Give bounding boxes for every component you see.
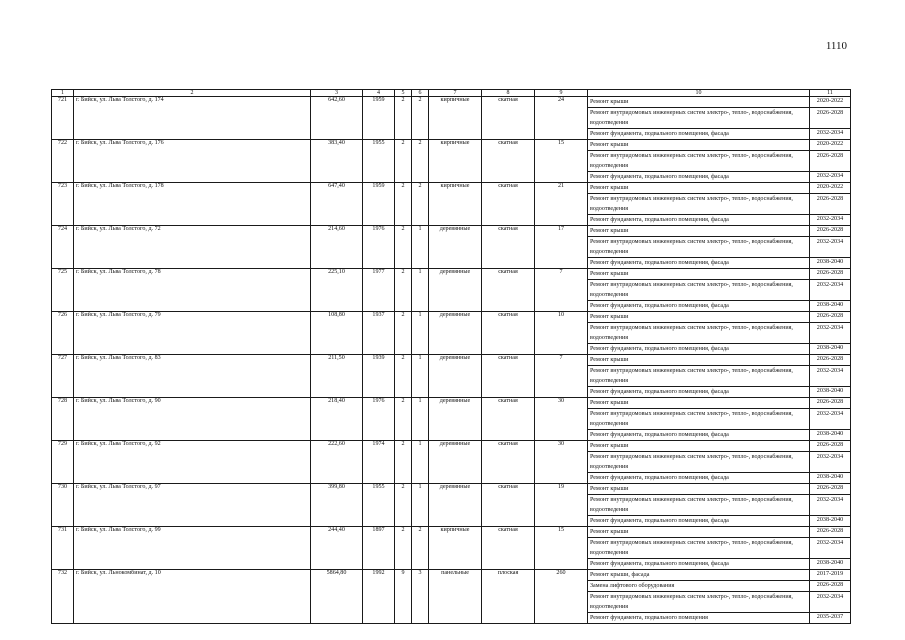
house-area: 399,80: [311, 484, 363, 527]
roof-type: скатная: [482, 183, 535, 226]
construction-year: 1976: [363, 226, 395, 269]
entrances-count: 1: [412, 269, 429, 312]
repair-work: Ремонт внутридомовых инженерных систем электро-, тепло-, водоснабжения, водоотведения: [588, 194, 810, 215]
column-number-header: [52, 90, 851, 97]
repair-work: Ремонт фундамента, подвального помещения, фасада: [588, 129, 810, 140]
house-area: 647,40: [311, 183, 363, 226]
wall-material: кирпичные: [429, 183, 482, 226]
apartments-count: 15: [535, 140, 588, 183]
entrances-count: 1: [412, 484, 429, 527]
roof-type: скатная: [482, 527, 535, 570]
construction-year: 1974: [363, 441, 395, 484]
repair-period: 2038-2040: [810, 344, 851, 355]
apartments-count: 260: [535, 570, 588, 624]
repair-work: Ремонт фундамента, подвального помещения, фасада: [588, 387, 810, 398]
repair-period: 2038-2040: [810, 516, 851, 527]
roof-type: скатная: [482, 484, 535, 527]
repair-period: 2026-2028: [810, 194, 851, 215]
construction-year: 1955: [363, 140, 395, 183]
floors-count: 2: [395, 97, 412, 140]
column-header-7: 7: [429, 90, 482, 97]
row-number: 728: [52, 398, 74, 441]
entrances-count: 2: [412, 527, 429, 570]
repair-period: 2026-2028: [810, 398, 851, 409]
repair-work: Ремонт внутридомовых инженерных систем электро-, тепло-, водоснабжения, водоотведения: [588, 592, 810, 613]
table-row: [52, 398, 851, 409]
column-header-2: 2: [74, 90, 311, 97]
repair-work: Ремонт крыши: [588, 226, 810, 237]
repair-period: 2020-2022: [810, 140, 851, 151]
house-address: г. Бийск, ул. Льва Толстого, д. 78: [74, 269, 311, 312]
repair-work: Ремонт крыши: [588, 269, 810, 280]
row-number: 731: [52, 527, 74, 570]
entrances-count: 2: [412, 97, 429, 140]
repair-work: Ремонт внутридомовых инженерных систем электро-, тепло-, водоснабжения, водоотведения: [588, 108, 810, 129]
wall-material: деревянные: [429, 226, 482, 269]
construction-year: 1955: [363, 484, 395, 527]
row-number: 727: [52, 355, 74, 398]
construction-year: 1959: [363, 97, 395, 140]
row-number: 726: [52, 312, 74, 355]
table-row: [52, 269, 851, 280]
table-row: [52, 312, 851, 323]
roof-type: скатная: [482, 269, 535, 312]
column-header-9: 9: [535, 90, 588, 97]
repair-period: 2026-2028: [810, 355, 851, 366]
wall-material: деревянные: [429, 441, 482, 484]
column-header-1: 1: [52, 90, 74, 97]
entrances-count: 3: [412, 570, 429, 624]
repair-work: Ремонт фундамента, подвального помещения, фасада: [588, 344, 810, 355]
floors-count: 2: [395, 527, 412, 570]
repair-work: Ремонт фундамента, подвального помещения: [588, 613, 810, 624]
repair-period: 2032-2034: [810, 323, 851, 344]
table-row: [52, 183, 851, 194]
repair-period: 2026-2028: [810, 108, 851, 129]
row-number: 725: [52, 269, 74, 312]
repair-period: 2026-2028: [810, 527, 851, 538]
roof-type: скатная: [482, 355, 535, 398]
page-number: 1110: [825, 40, 847, 52]
repair-work: Ремонт крыши: [588, 441, 810, 452]
repair-period: 2038-2040: [810, 258, 851, 269]
repair-work: Ремонт внутридомовых инженерных систем электро-, тепло-, водоснабжения, водоотведения: [588, 538, 810, 559]
wall-material: деревянные: [429, 312, 482, 355]
roof-type: скатная: [482, 226, 535, 269]
construction-year: 1939: [363, 355, 395, 398]
table-row: [52, 355, 851, 366]
repair-work: Ремонт внутридомовых инженерных систем электро-, тепло-, водоснабжения, водоотведения: [588, 409, 810, 430]
wall-material: деревянные: [429, 355, 482, 398]
entrances-count: 2: [412, 140, 429, 183]
entrances-count: 2: [412, 183, 429, 226]
entrances-count: 1: [412, 355, 429, 398]
floors-count: 2: [395, 355, 412, 398]
entrances-count: 1: [412, 312, 429, 355]
house-area: 244,40: [311, 527, 363, 570]
document-sheet: [51, 89, 848, 624]
house-area: 108,80: [311, 312, 363, 355]
table-row: [52, 140, 851, 151]
house-address: г. Бийск, ул. Льва Толстого, д. 92: [74, 441, 311, 484]
repair-period: 2038-2040: [810, 301, 851, 312]
repair-work: Ремонт фундамента, подвального помещения, фасада: [588, 258, 810, 269]
repair-work: Ремонт крыши: [588, 527, 810, 538]
house-area: 642,60: [311, 97, 363, 140]
repair-period: 2026-2028: [810, 581, 851, 592]
repair-period: 2026-2028: [810, 312, 851, 323]
house-address: г. Бийск, ул. Льва Толстого, д. 97: [74, 484, 311, 527]
repair-period: 2032-2034: [810, 237, 851, 258]
column-header-11: 11: [810, 90, 851, 97]
wall-material: кирпичные: [429, 140, 482, 183]
repair-period: 2026-2028: [810, 269, 851, 280]
apartments-count: 21: [535, 183, 588, 226]
column-header-10: 10: [588, 90, 810, 97]
repair-period: 2020-2022: [810, 97, 851, 108]
repair-work: Ремонт фундамента, подвального помещения, фасада: [588, 559, 810, 570]
house-address: г. Бийск, ул. Льва Толстого, д. 79: [74, 312, 311, 355]
construction-year: 1959: [363, 183, 395, 226]
repair-period: 2032-2034: [810, 592, 851, 613]
apartments-count: 19: [535, 484, 588, 527]
repair-work: Ремонт внутридомовых инженерных систем электро-, тепло-, водоснабжения, водоотведения: [588, 280, 810, 301]
column-header-6: 6: [412, 90, 429, 97]
repair-period: 2038-2040: [810, 559, 851, 570]
table-row: [52, 226, 851, 237]
floors-count: 2: [395, 484, 412, 527]
floors-count: 2: [395, 441, 412, 484]
apartments-count: 30: [535, 398, 588, 441]
row-number: 721: [52, 97, 74, 140]
roof-type: скатная: [482, 97, 535, 140]
entrances-count: 1: [412, 398, 429, 441]
apartments-count: 15: [535, 527, 588, 570]
floors-count: 2: [395, 269, 412, 312]
repair-work: Ремонт крыши: [588, 484, 810, 495]
roof-type: скатная: [482, 312, 535, 355]
row-number: 723: [52, 183, 74, 226]
repair-work: Ремонт фундамента, подвального помещения, фасада: [588, 301, 810, 312]
house-address: г. Бийск, ул. Льва Толстого, д. 90: [74, 398, 311, 441]
repair-work: Ремонт фундамента, подвального помещения, фасада: [588, 473, 810, 484]
construction-year: 1897: [363, 527, 395, 570]
repair-period: 2032-2034: [810, 172, 851, 183]
table-body: [52, 97, 851, 624]
wall-material: кирпичные: [429, 527, 482, 570]
table-row: [52, 527, 851, 538]
construction-year: 1992: [363, 570, 395, 624]
repair-work: Ремонт внутридомовых инженерных систем электро-, тепло-, водоснабжения, водоотведения: [588, 323, 810, 344]
house-area: 214,60: [311, 226, 363, 269]
repair-period: 2017-2019: [810, 570, 851, 581]
repair-work: Ремонт внутридомовых инженерных систем электро-, тепло-, водоснабжения, водоотведения: [588, 495, 810, 516]
wall-material: деревянные: [429, 269, 482, 312]
repair-work: Ремонт фундамента, подвального помещения, фасада: [588, 172, 810, 183]
repair-work: Ремонт внутридомовых инженерных систем электро-, тепло-, водоснабжения, водоотведения: [588, 237, 810, 258]
repair-period: 2026-2028: [810, 484, 851, 495]
wall-material: деревянные: [429, 484, 482, 527]
row-number: 722: [52, 140, 74, 183]
floors-count: 2: [395, 312, 412, 355]
repair-work: Ремонт крыши, фасада: [588, 570, 810, 581]
house-area: 211,50: [311, 355, 363, 398]
table-row: [52, 441, 851, 452]
repair-work: Ремонт крыши: [588, 140, 810, 151]
house-address: г. Бийск, ул. Льва Толстого, д. 176: [74, 140, 311, 183]
repair-period: 2038-2040: [810, 430, 851, 441]
construction-year: 1977: [363, 269, 395, 312]
house-address: г. Бийск, ул. Льва Толстого, д. 174: [74, 97, 311, 140]
repair-period: 2032-2034: [810, 495, 851, 516]
row-number: 724: [52, 226, 74, 269]
repair-period: 2032-2034: [810, 129, 851, 140]
floors-count: 2: [395, 140, 412, 183]
apartments-count: 7: [535, 355, 588, 398]
construction-year: 1976: [363, 398, 395, 441]
repair-period: 2038-2040: [810, 473, 851, 484]
repair-work: Ремонт внутридомовых инженерных систем электро-, тепло-, водоснабжения, водоотведения: [588, 151, 810, 172]
entrances-count: 1: [412, 226, 429, 269]
floors-count: 2: [395, 398, 412, 441]
repair-period: 2032-2034: [810, 409, 851, 430]
apartments-count: 24: [535, 97, 588, 140]
roof-type: плоская: [482, 570, 535, 624]
repair-work: Ремонт фундамента, подвального помещения, фасада: [588, 516, 810, 527]
capital-repair-table: [51, 89, 851, 624]
repair-period: 2035-2037: [810, 613, 851, 624]
repair-period: 2026-2028: [810, 441, 851, 452]
table-row: [52, 97, 851, 108]
apartments-count: 30: [535, 441, 588, 484]
house-address: г. Бийск, ул. Льва Толстого, д. 83: [74, 355, 311, 398]
repair-period: 2038-2040: [810, 387, 851, 398]
house-area: 222,60: [311, 441, 363, 484]
house-address: г. Бийск, ул. Льва Толстого, д. 72: [74, 226, 311, 269]
repair-work: Ремонт крыши: [588, 312, 810, 323]
row-number: 732: [52, 570, 74, 624]
repair-period: 2026-2028: [810, 226, 851, 237]
construction-year: 1937: [363, 312, 395, 355]
roof-type: скатная: [482, 140, 535, 183]
house-area: 225,10: [311, 269, 363, 312]
column-header-4: 4: [363, 90, 395, 97]
column-header-5: 5: [395, 90, 412, 97]
repair-work: Ремонт фундамента, подвального помещения, фасада: [588, 215, 810, 226]
column-header-3: 3: [311, 90, 363, 97]
house-address: г. Бийск, ул. Льва Толстого, д. 99: [74, 527, 311, 570]
repair-period: 2032-2034: [810, 215, 851, 226]
repair-period: 2032-2034: [810, 366, 851, 387]
repair-work: Замена лифтового оборудования: [588, 581, 810, 592]
house-address: г. Бийск, ул. Льва Толстого, д. 178: [74, 183, 311, 226]
repair-work: Ремонт крыши: [588, 398, 810, 409]
floors-count: 2: [395, 226, 412, 269]
roof-type: скатная: [482, 441, 535, 484]
repair-work: Ремонт крыши: [588, 355, 810, 366]
apartments-count: 17: [535, 226, 588, 269]
repair-period: 2020-2022: [810, 183, 851, 194]
house-area: 5864,80: [311, 570, 363, 624]
floors-count: 9: [395, 570, 412, 624]
column-header-8: 8: [482, 90, 535, 97]
table-row: [52, 484, 851, 495]
apartments-count: 10: [535, 312, 588, 355]
wall-material: деревянные: [429, 398, 482, 441]
entrances-count: 1: [412, 441, 429, 484]
repair-period: 2032-2034: [810, 538, 851, 559]
wall-material: панельные: [429, 570, 482, 624]
row-number: 730: [52, 484, 74, 527]
repair-work: Ремонт внутридомовых инженерных систем электро-, тепло-, водоснабжения, водоотведения: [588, 452, 810, 473]
repair-period: 2026-2028: [810, 151, 851, 172]
table-row: [52, 570, 851, 581]
wall-material: кирпичные: [429, 97, 482, 140]
repair-period: 2032-2034: [810, 452, 851, 473]
floors-count: 2: [395, 183, 412, 226]
repair-work: Ремонт внутридомовых инженерных систем электро-, тепло-, водоснабжения, водоотведения: [588, 366, 810, 387]
house-area: 383,40: [311, 140, 363, 183]
house-address: г. Бийск, ул. Льнокомбинат, д. 10: [74, 570, 311, 624]
repair-work: Ремонт фундамента, подвального помещения, фасада: [588, 430, 810, 441]
row-number: 729: [52, 441, 74, 484]
house-area: 218,40: [311, 398, 363, 441]
repair-period: 2032-2034: [810, 280, 851, 301]
repair-work: Ремонт крыши: [588, 97, 810, 108]
apartments-count: 7: [535, 269, 588, 312]
roof-type: скатная: [482, 398, 535, 441]
repair-work: Ремонт крыши: [588, 183, 810, 194]
